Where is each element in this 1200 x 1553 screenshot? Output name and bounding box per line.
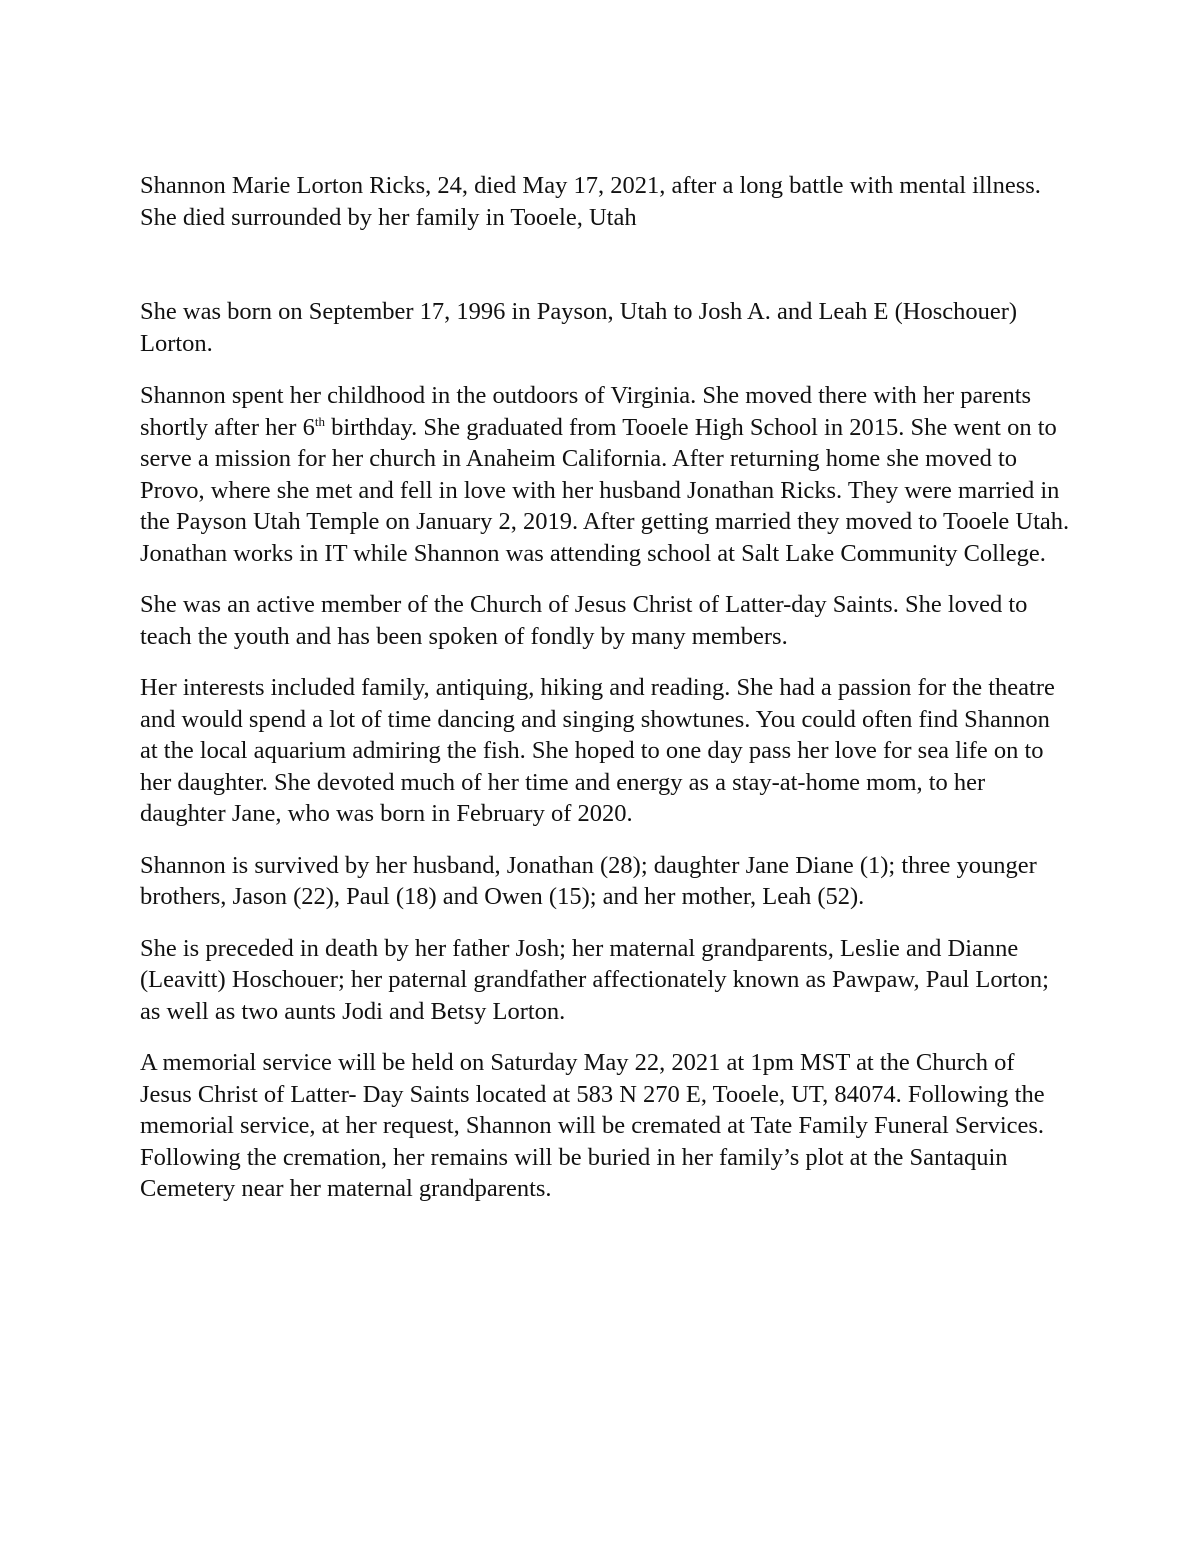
paragraph-memorial-service: A memorial service will be held on Saturday May 22, 2021 at 1pm MST at the Church of Jesus Christ of Latter- Day Saints located at 583 N 270 E, Tooele, UT, 84074. Following the memorial service, at her request, Shannon will be cremated at Tate Family Funeral Services. Following the cremation, her remains will be buried in her family’s plot at the Santaquin Cemetery near her maternal grandparents. [140,1049,1045,1202]
ordinal-superscript: th [314,413,325,429]
paragraph-birth: She was born on September 17, 1996 in Payson, Utah to Josh A. and Leah E (Hoschouer) Lorton. [140,298,1018,357]
paragraph-church: She was an active member of the Church of Jesus Christ of Latter-day Saints. She loved to teach the youth and has been spoken of fondly by many members. [140,591,1028,650]
life-story-text-start: Shannon spent her childhood in the outdoors of Virginia. She moved there with her parents shortly after her 6 [140,382,1032,441]
paragraph-preceded: She is preceded in death by her father Josh; her maternal grandparents, Leslie and Dianne (Leavitt) Hoschouer; her paternal grandfather affectionately known as Pawpaw, Paul Lorton; as well as two aunts Jodi and Betsy Lorton. [140,934,1049,1025]
paragraph-death-notice: Shannon Marie Lorton Ricks, 24, died May 17, 2021, after a long battle with mental illness. She died surrounded by her family in Tooele, Utah [140,172,1041,231]
life-story-text-end: birthday. She graduated from Tooele High School in 2015. She went on to serve a mission for her church in Anaheim California. After returning home she moved to Provo, where she met and fell in love with her husband Jonathan Ricks. They were married in the Payson Utah Temple on January 2, 2019. After getting married they moved to Tooele Utah. Jonathan works in IT while Shannon was attending school at Salt Lake Community College. [140,413,1070,567]
paragraph-interests: Her interests included family, antiquing, hiking and reading. She had a passion for the theatre and would spend a lot of time dancing and singing showtunes. You could often find Shannon at the local aquarium admiring the fish. She hoped to one day pass her love for sea life on to her daughter. She devoted much of her time and energy as a stay-at-home mom, to her daughter Jane, who was born in February of 2020. [140,674,1055,827]
paragraph-survivors: Shannon is survived by her husband, Jonathan (28); daughter Jane Diane (1); three younger brothers, Jason (22), Paul (18) and Owen (15); and her mother, Leah (52). [140,851,1037,910]
paragraph-life-story [140,380,1070,569]
document-body [140,170,1070,1205]
